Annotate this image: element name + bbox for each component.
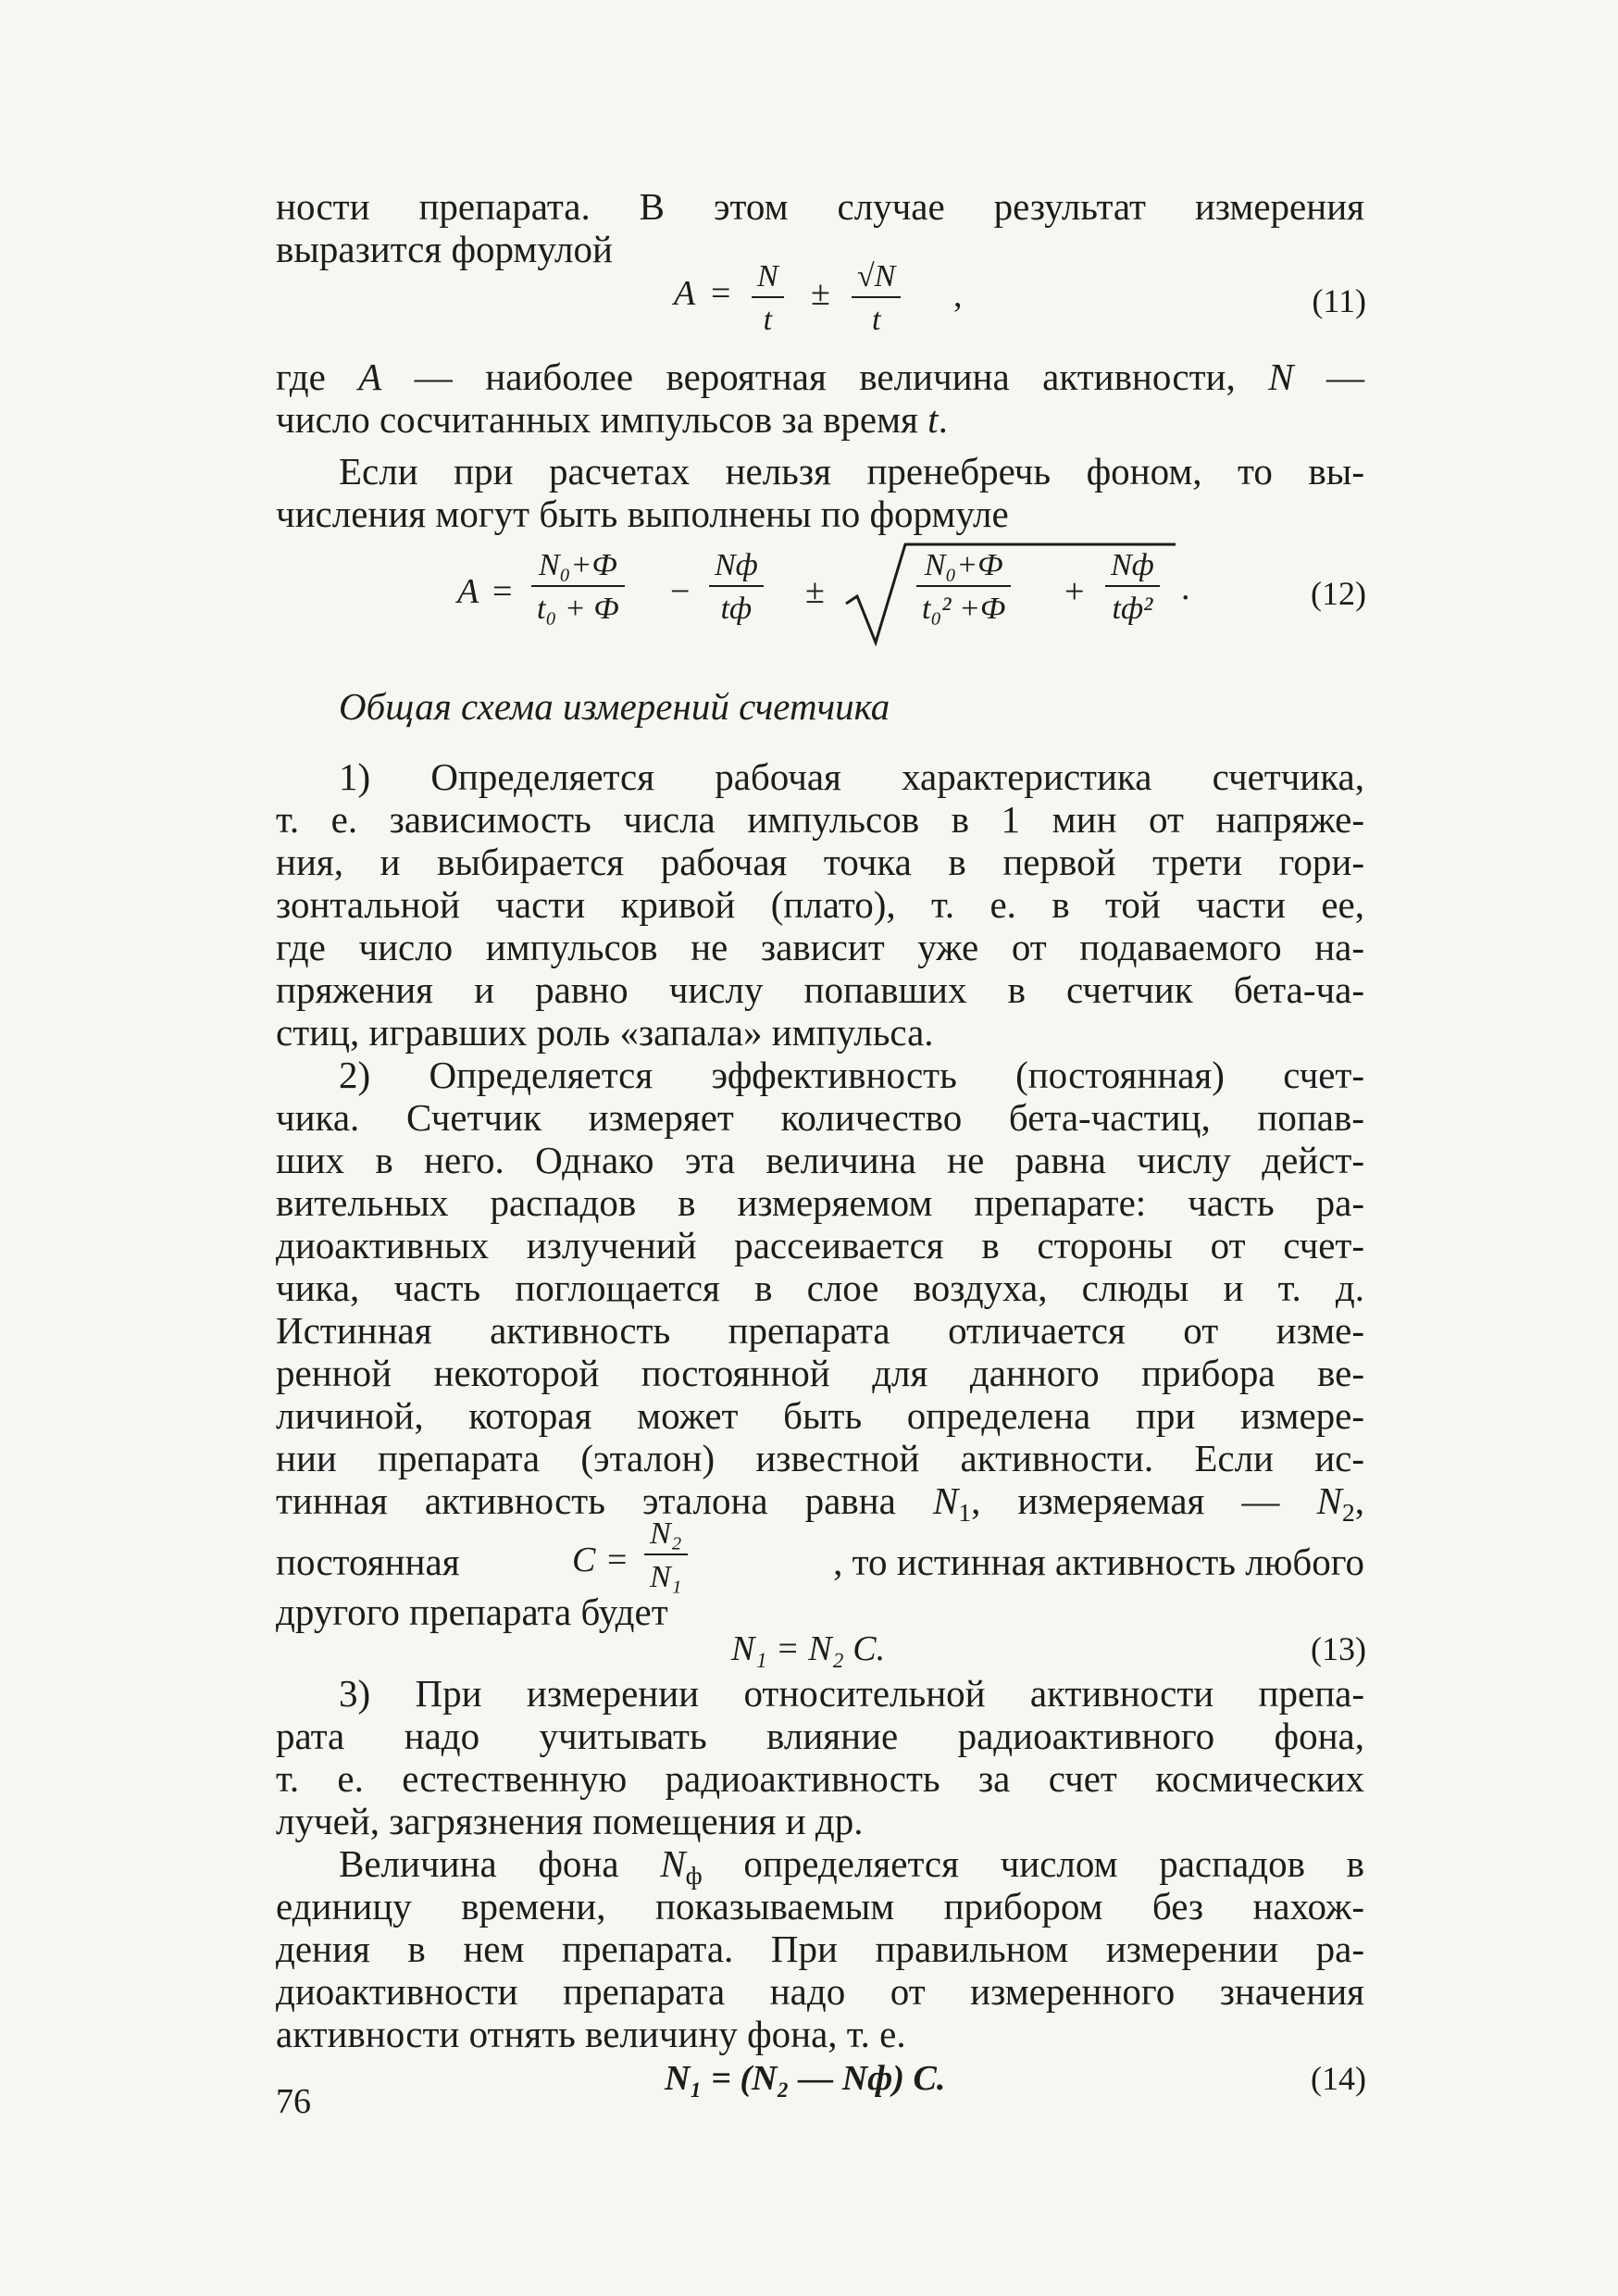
equation-number-13: (13) [1311,1630,1366,1667]
text-line: 3) При измерении относительной активности препа- [339,1672,1364,1715]
eq12-minus: − [670,572,691,611]
text-line: нии препарата (эталон) известной активности. Если ис- [276,1437,1364,1479]
eq12-fraction-2: Nф tф [709,548,764,627]
eq12-plus: + [1064,572,1085,611]
text-line: рата надо учитывать влияние радиоактивного фона, [276,1715,1364,1757]
text-line: активности отнять величину фона, т. е. [276,2013,906,2055]
text-line: тинная активность эталона равна $N_1$, измеряемая — $N_2$, [276,1479,1364,1528]
text-line: 2) Определяется эффективность (постоянная) счет- [339,1054,1364,1096]
text-line: зонтальной части кривой (плато), т. е. в той части ее, [276,883,1364,926]
text-line: т. е. зависимость числа импульсов в 1 мин от напряже- [276,798,1364,841]
const-c-fraction: N₂ N₁ [644,1516,688,1595]
text-line: личиной, которая может быть определена при измере- [276,1394,1364,1437]
text-line: выразится формулой [276,228,613,270]
text-line: чика. Счетчик измеряет количество бета-частиц, попав- [276,1096,1364,1139]
text-line: единицу времени, показываемым прибором без нахож- [276,1885,1364,1928]
eq11-fraction-1: N t [752,259,784,338]
text-line: ренной некоторой постоянной для данного прибора ве- [276,1352,1364,1394]
eq11-lhs: A [674,274,696,313]
eq12-fraction-3: N₀+Ф t₀² +Ф [916,548,1011,627]
eq12-equals: = [492,572,513,611]
text-line: ния, и выбирается рабочая точка в первой трети гори- [276,841,1364,883]
text-line: постоянная [276,1541,460,1583]
text-line: диоактивности препарата надо от измеренного значения [276,1970,1364,2013]
equation-number-12: (12) [1311,575,1366,612]
text-line: диоактивных излучений рассеивается в стороны от счет- [276,1224,1364,1267]
eq11-fraction-2: √N t [852,259,901,338]
text-line: ности препарата. В этом случае результат измерения [276,185,1364,228]
const-c-lhs: C [572,1541,596,1579]
eq11-plus-minus: ± [811,274,830,313]
text-line: где A — наиболее вероятная величина активности, N — [276,356,1364,398]
eq11-equals: = [711,274,731,313]
section-heading: Общая схема измерений счетчика [339,685,890,728]
equation-14: N₁ = (N₂ — Nф) C. [665,2059,946,2098]
text-line: т. е. естественную радиоактивность за счет космических [276,1757,1364,1800]
text-line: пряжения и равно числу попавших в счетчик бета-ча- [276,968,1364,1011]
text-line: Истинная активность препарата отличается от изме- [276,1309,1364,1352]
text-line: числения могут быть выполнены по формуле [276,493,1009,535]
text-line: , то истинная активность любого [833,1541,1364,1583]
eq11-comma: , [953,276,963,315]
text-line: Величина фона $N_ф$ определяется числом распадов в [339,1842,1364,1890]
equation-number-14: (14) [1311,2060,1366,2097]
text-line: Если при расчетах нельзя пренебречь фоном, то вы- [339,450,1364,493]
eq12-lhs: A [457,572,479,611]
text-line: дения в нем препарата. При правильном измерении ра- [276,1928,1364,1970]
equation-number-11: (11) [1312,282,1366,319]
text-line: стиц, игравших роль «запала» импульса. [276,1011,934,1054]
eq12-period: . [1181,568,1190,607]
eq12-fraction-4: Nф tф² [1105,548,1160,627]
page-number: 76 [276,2082,311,2121]
text-line: 1) Определяется рабочая характеристика счетчика, [339,755,1364,798]
eq12-plus-minus: ± [805,572,825,611]
equation-13: N₁ = N₂ C. [731,1629,886,1668]
text-line: ших в него. Однако эта величина не равна числу дейст- [276,1139,1364,1181]
text-line: где число импульсов не зависит уже от подаваемого на- [276,926,1364,968]
text-line: лучей, загрязнения помещения и др. [276,1800,864,1842]
eq12-fraction-1: N₀+Ф t₀ + Ф [531,548,625,627]
text-line: вительных распадов в измеряемом препарате: часть ра- [276,1181,1364,1224]
const-c-equals: = [607,1541,628,1579]
text-line: число сосчитанных импульсов за время t. [276,398,948,441]
text-line: чика, часть поглощается в слое воздуха, слюды и т. д. [276,1267,1364,1309]
text-line: другого препарата будет [276,1591,668,1633]
